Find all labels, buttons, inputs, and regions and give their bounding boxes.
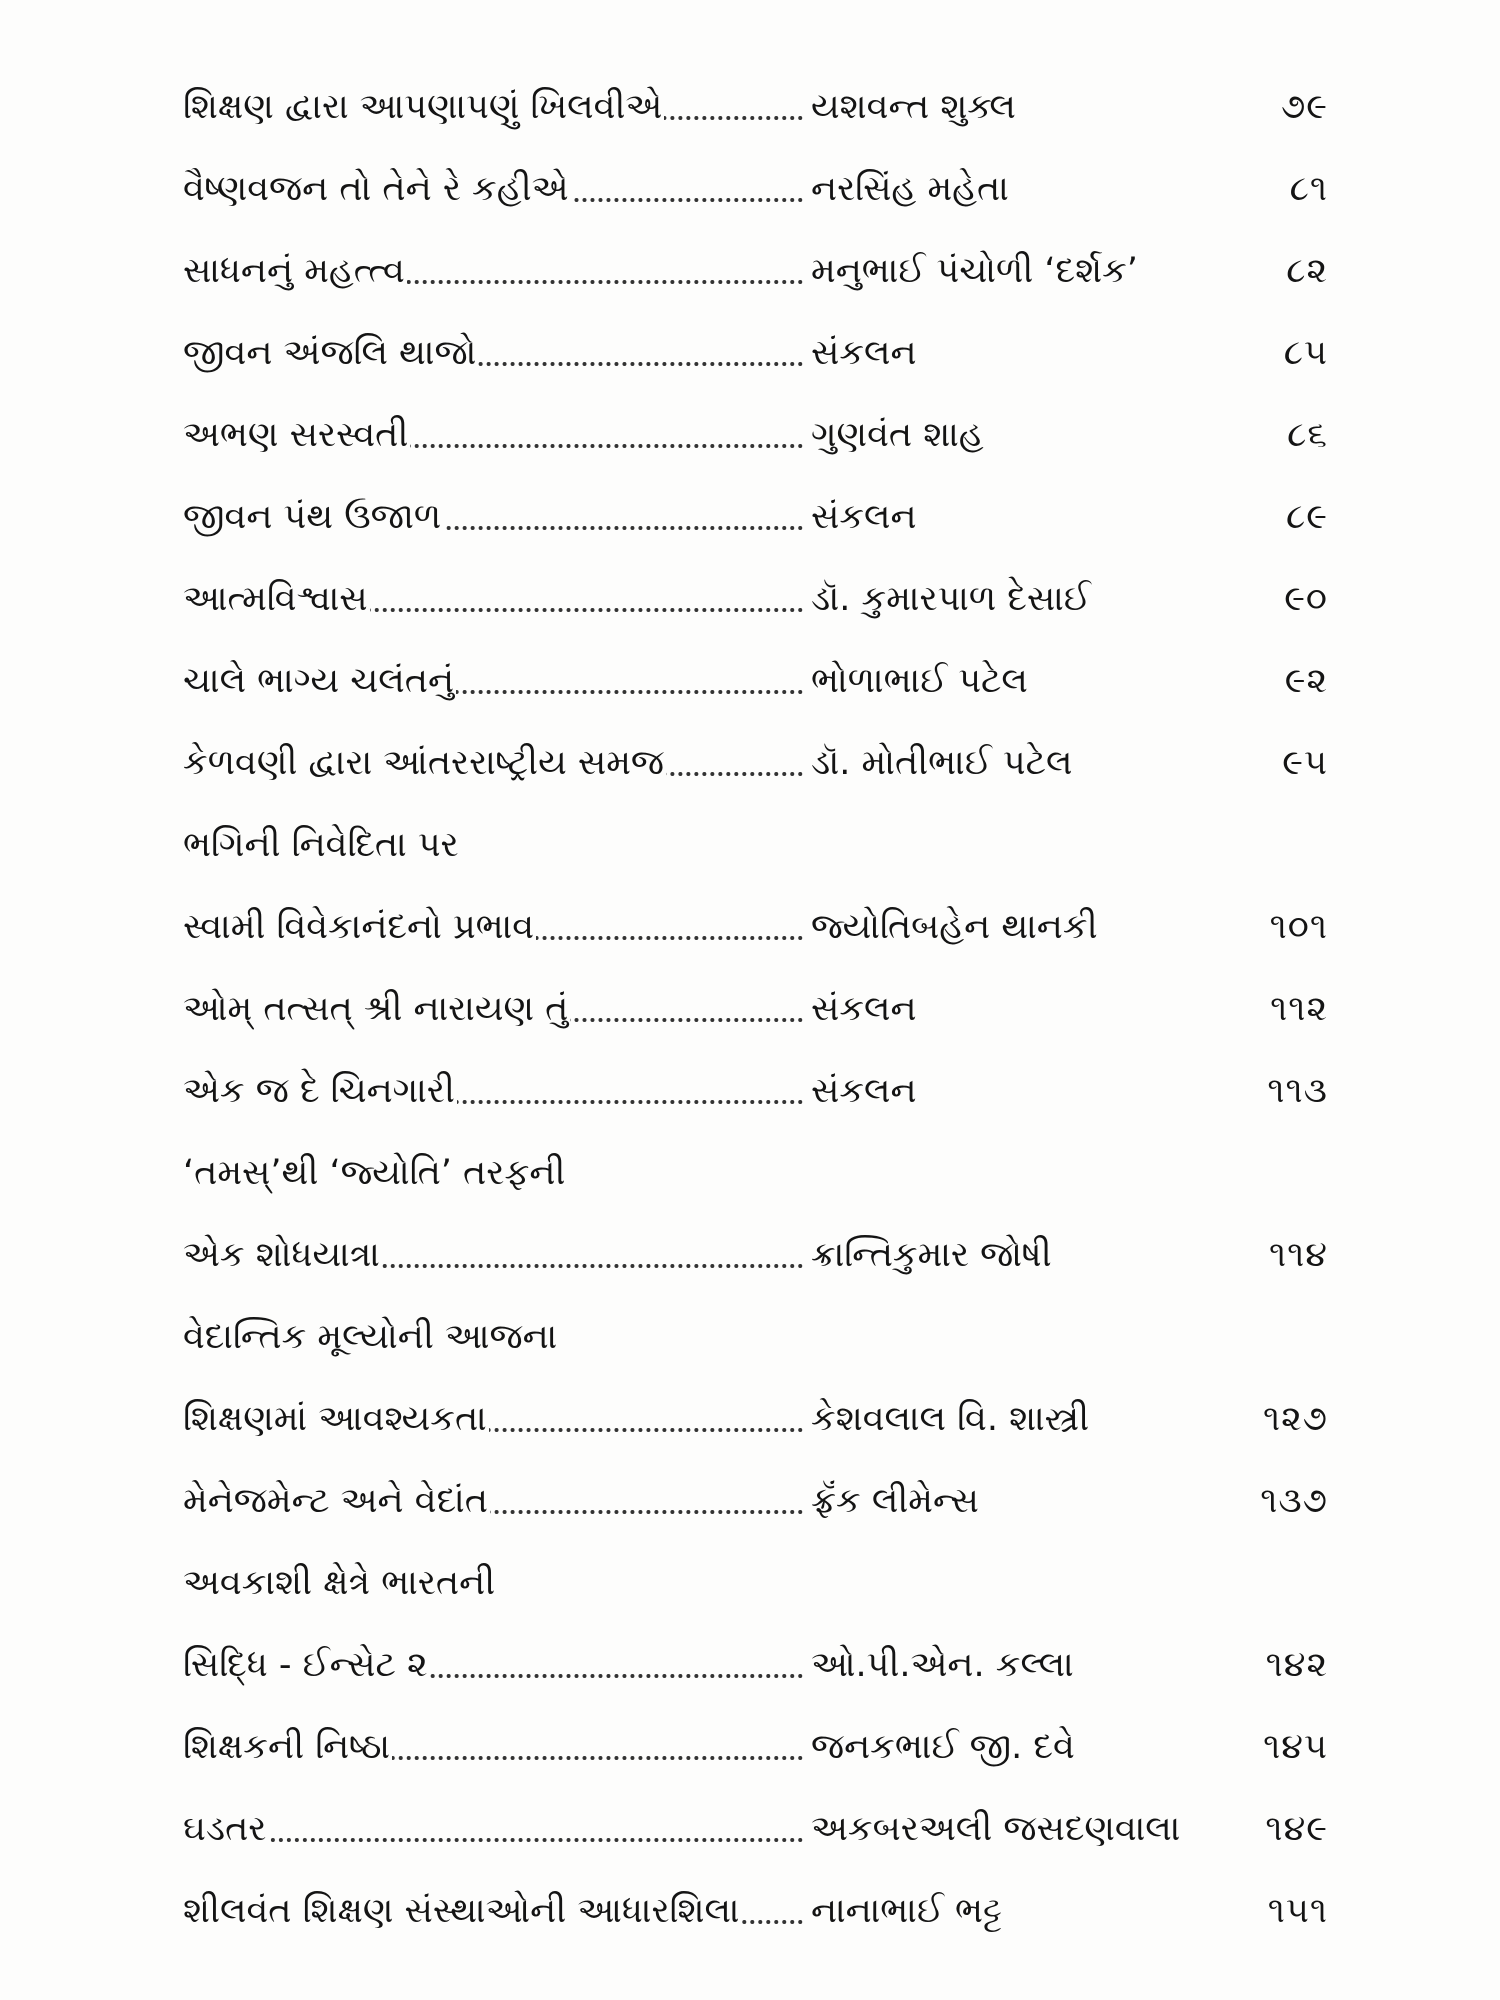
toc-entry-title-cell (183, 316, 803, 390)
toc-entry-title: મેનેજમેન્ટ અને વેદાંત (183, 1481, 488, 1521)
toc-entry-author: યશવન્ત શુક્લ (811, 87, 1016, 127)
toc-entry-heading: વેદાન્તિક મૂલ્યોની આજના (183, 1317, 558, 1357)
toc-entry-title: કેળવણી દ્વારા આંતરરાષ્ટ્રીય સમજ (183, 743, 665, 783)
toc-entry-author: સંકલન (811, 989, 917, 1029)
toc-entry-title-cell (183, 234, 803, 308)
toc-entry-title-cell (183, 1218, 803, 1292)
toc-entry-title: ચાલે ભાગ્ય ચલંતનું (183, 661, 455, 701)
toc-entry-title-cell (183, 1382, 803, 1456)
toc-entry-title-cell (183, 726, 803, 800)
toc-entry-heading: ‘તમસ્’થી ‘જ્યોતિ’ તરફની (183, 1153, 566, 1193)
toc-entry-heading-line (183, 1546, 1328, 1628)
toc-entry-author: ભોળાભાઈ પટેલ (811, 661, 1028, 701)
toc-entry-heading-line (183, 808, 1328, 890)
toc-entry-title-cell (183, 890, 803, 964)
toc-entry (183, 1710, 1328, 1792)
toc-entry-title-cell (183, 152, 803, 226)
toc-entry (183, 70, 1328, 152)
toc-entry-author: ડૉ. મોતીભાઈ પટેલ (811, 743, 1073, 783)
toc-entry-title: આત્મવિશ્વાસ (183, 579, 368, 619)
toc-entry-page-number: ૯૦ (1284, 579, 1328, 619)
toc-entry (183, 234, 1328, 316)
toc-entry-author: જનકભાઈ જી. દવે (811, 1727, 1075, 1767)
toc-entry-title-cell (183, 1054, 803, 1128)
toc-entry-page-number: ૧૩૭ (1260, 1481, 1328, 1521)
toc-entry-page-number: ૮૧ (1289, 169, 1328, 209)
toc-entry-title-cell (183, 1874, 803, 1948)
dot-leader (183, 1838, 803, 1842)
toc-entry-heading: અવકાશી ક્ષેત્રે ભારતની (183, 1563, 496, 1603)
toc-entry (183, 480, 1328, 562)
toc-entry (183, 1054, 1328, 1136)
toc-entry-page-number: ૯૨ (1284, 661, 1328, 701)
toc-entry-title: સાધનનું મહત્ત્વ (183, 251, 405, 291)
toc-entry-page-number: ૧૪૨ (1265, 1645, 1328, 1685)
toc-entry-page-number: ૮૫ (1283, 333, 1328, 373)
toc-entry-title: શીલવંત શિક્ષણ સંસ્થાઓની આધારશિલા (183, 1891, 740, 1931)
toc-entry-author: નાનાભાઈ ભટ્ટ (811, 1891, 1002, 1931)
toc-entry-title: એક જ દે ચિનગારી (183, 1071, 455, 1111)
toc-entry-author: નરસિંહ મહેતા (811, 169, 1009, 209)
toc-entry-title: જીવન અંજલિ થાજો (183, 333, 477, 373)
toc-entry-page-number: ૮૬ (1287, 415, 1328, 455)
toc-entry-author: ઓ.પી.એન. કલ્લા (811, 1645, 1074, 1685)
toc-entry-page-number: ૮૨ (1286, 251, 1328, 291)
toc-entry-author: મનુભાઈ પંચોળી ‘દર્શક’ (811, 251, 1138, 291)
table-of-contents (183, 70, 1328, 1956)
toc-entry-author: ક્રાન્તિકુમાર જોષી (811, 1235, 1052, 1275)
toc-entry-page-number: ૧૫૧ (1267, 1891, 1328, 1931)
toc-entry-page-number: ૯૫ (1282, 743, 1328, 783)
toc-entry-title-cell (183, 1710, 803, 1784)
toc-entry (183, 972, 1328, 1054)
toc-entry (183, 1464, 1328, 1546)
toc-entry-author: સંકલન (811, 497, 917, 537)
toc-entry (183, 1874, 1328, 1956)
toc-entry-author: જ્યોતિબહેન થાનકી (811, 907, 1098, 947)
toc-entry-title: સિદ્ધિ - ઈન્સેટ ૨ (183, 1645, 428, 1685)
toc-entry-title-cell (183, 562, 803, 636)
toc-entry-author: ફ્રૅંક લીમેન્સ (811, 1481, 979, 1521)
toc-entry-author: કેશવલાલ વિ. શાસ્ત્રી (811, 1399, 1090, 1439)
toc-entry-author: સંકલન (811, 333, 917, 373)
toc-entry (183, 726, 1328, 808)
toc-entry-page-number: ૧૧૪ (1268, 1235, 1328, 1275)
toc-entry (183, 644, 1328, 726)
toc-entry-title: સ્વામી વિવેકાનંદનો પ્રભાવ (183, 907, 535, 947)
toc-entry (183, 562, 1328, 644)
toc-entry-title: એક શોધયાત્રા (183, 1235, 380, 1275)
toc-entry-heading-line (183, 1300, 1328, 1382)
toc-entry-page-number: ૧૨૭ (1262, 1399, 1328, 1439)
toc-entry-author: અકબરઅલી જસદણવાલા (811, 1809, 1181, 1849)
toc-entry-title: ઓમ્ તત્સત્ શ્રી નારાયણ તું (183, 989, 569, 1029)
toc-entry-page-number: ૧૧૩ (1267, 1071, 1328, 1111)
toc-entry-title-cell (183, 1792, 803, 1866)
toc-entry-title: ઘડતર (183, 1809, 267, 1849)
toc-entry-title: શિક્ષણ દ્વારા આપણાપણું ખિલવીએ (183, 87, 663, 127)
toc-entry-title: અભણ સરસ્વતી (183, 415, 409, 455)
toc-entry-title-cell (183, 1628, 803, 1702)
toc-entry-page-number: ૧૧૨ (1270, 989, 1328, 1029)
toc-entry-title: શિક્ષણમાં આવશ્યકતા (183, 1399, 487, 1439)
toc-entry-title: શિક્ષકની નિષ્ઠા (183, 1727, 391, 1767)
toc-entry-title-cell (183, 70, 803, 144)
toc-entry-heading: ભગિની નિવેદિતા પર (183, 825, 459, 865)
toc-entry (183, 1628, 1328, 1710)
toc-entry-title-cell (183, 972, 803, 1046)
toc-entry-page-number: ૧૦૧ (1269, 907, 1328, 947)
toc-entry-author: સંકલન (811, 1071, 917, 1111)
toc-entry-title-cell (183, 398, 803, 472)
toc-entry-title-cell (183, 480, 803, 554)
toc-entry (183, 152, 1328, 234)
toc-entry-title-cell (183, 1464, 803, 1538)
toc-entry (183, 1792, 1328, 1874)
toc-entry (183, 1382, 1328, 1464)
toc-entry-heading-line (183, 1136, 1328, 1218)
toc-entry-page-number: ૧૪૯ (1265, 1809, 1328, 1849)
toc-entry-title-cell (183, 644, 803, 718)
toc-entry-author: ગુણવંત શાહ (811, 415, 984, 455)
toc-entry-title: વૈષ્ણવજન તો તેને રે કહીએ (183, 169, 569, 209)
toc-entry (183, 398, 1328, 480)
toc-entry-author: ડૉ. કુમારપાળ દેસાઈ (811, 579, 1091, 619)
toc-entry (183, 1218, 1328, 1300)
toc-entry (183, 316, 1328, 398)
toc-entry-page-number: ૧૪૫ (1263, 1727, 1328, 1767)
toc-entry (183, 890, 1328, 972)
toc-entry-page-number: ૭૯ (1280, 87, 1328, 127)
toc-entry-page-number: ૮૯ (1286, 497, 1328, 537)
toc-entry-title: જીવન પંથ ઉજાળ (183, 497, 442, 537)
